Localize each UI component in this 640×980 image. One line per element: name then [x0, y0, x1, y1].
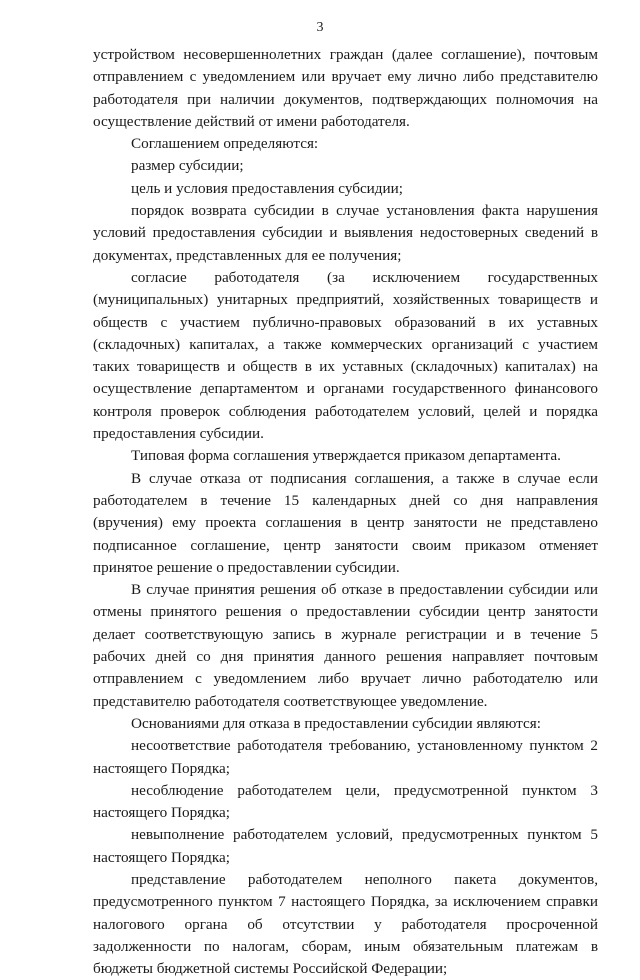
- list-item-purpose-violation: несоблюдение работодателем цели, предусмотренной пунктом 3 настоящего Порядка;: [93, 781, 598, 822]
- list-item-incomplete-documents: представление работодателем неполного пакета документов, предусмотренного пунктом 7 настоящего Порядка, за исключением справки налогового органа об отсутствии у работодателя просроченной задолженности по налогам, сборам, иным обязательным платежам в бюджеты бюджетной системы Российской Федерации;: [93, 870, 598, 978]
- paragraph-refusal-decision: В случае принятия решения об отказе в предоставлении субсидии или отмены принятого решения о предоставлении субсидии центр занятости делает соответствующую запись в журнале регистрации и в течение 5 рабочих дней со дня принятия данного решения направляет почтовым отправлением с уведомлением либо вручает лично работодателю или представителю работодателя соответствующее уведомление.: [93, 581, 598, 710]
- document-body: [93, 44, 598, 980]
- list-item-employer-consent: согласие работодателя (за исключением государственных (муниципальных) унитарных предприятий, хозяйственных товариществ и обществ с участием публично-правовых образований в их уставных (складочных) капиталах, а также коммерческих организаций с участием таких товариществ и обществ в их уставных (складочных) капиталах) на осуществление департаментом и органами государственного финансового контроля проверок соблюдения работодателем условий, целей и порядка предоставления субсидии.: [93, 268, 598, 443]
- page-number: 3: [316, 20, 324, 35]
- list-item-conditions-violation: невыполнение работодателем условий, предусмотренных пунктом 5 настоящего Порядка;: [93, 826, 598, 866]
- paragraph-agreement-intro: Соглашением определяются:: [131, 135, 319, 153]
- list-item-subsidy-amount: размер субсидии;: [131, 157, 244, 175]
- list-item-purpose-conditions: цель и условия предоставления субсидии;: [131, 179, 404, 197]
- paragraph-continuation: устройством несовершеннолетних граждан (далее соглашение), почтовым отправлением с уведомлением или вручает ему лично либо представителю работодателя при наличии документов, подтверждающих полномочия на осуществление действий от имени работодателя.: [93, 46, 598, 130]
- paragraph-standard-form: Типовая форма соглашения утверждается приказом департамента.: [131, 447, 561, 465]
- paragraph-refusal-grounds: Основаниями для отказа в предоставлении субсидии являются:: [131, 714, 541, 732]
- list-item-requirement-mismatch: несоответствие работодателя требованию, установленному пунктом 2 настоящего Порядка;: [93, 737, 598, 777]
- paragraph-refusal-to-sign: В случае отказа от подписания соглашения, а также в случае если работодателем в течение 15 календарных дней со дня направления (вручения) ему проекта соглашения в центр занятости не представлено подписанное соглашение, центр занятости своим приказом отменяет принятое решение о предоставлении субсидии.: [93, 469, 598, 576]
- list-item-refund-procedure: порядок возврата субсидии в случае установления факта нарушения условий предоставления субсидии и выявления недостоверных сведений в документах, представленных для ее получения;: [93, 202, 598, 264]
